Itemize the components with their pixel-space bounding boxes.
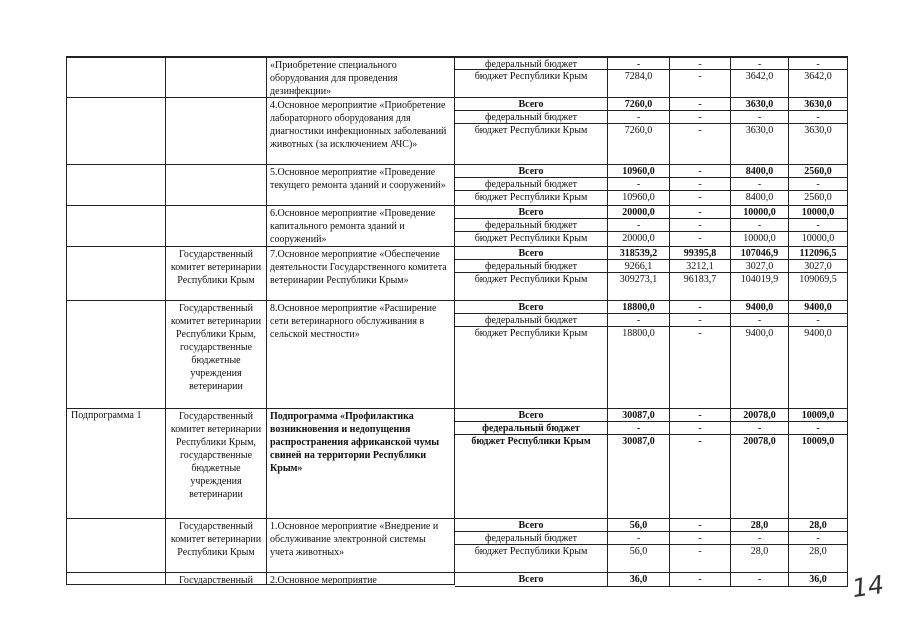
funding-line <box>455 519 848 532</box>
funding-source: федеральный бюджет <box>455 260 608 273</box>
amount-cell: - <box>731 111 789 124</box>
amount-cell: 3027,0 <box>731 260 789 273</box>
subprogram-cell <box>66 165 166 206</box>
amount-cell: 30087,0 <box>608 409 670 422</box>
activity-name-cell: 8.Основное мероприятие «Расширение сети ветеринарного обслуживания в сельской местности» <box>267 301 455 409</box>
amount-cell: - <box>608 111 670 124</box>
funding-line <box>455 573 848 587</box>
funding-line <box>455 70 848 98</box>
amount-cell: - <box>670 409 731 422</box>
table-row <box>66 301 848 409</box>
amount-cell: 2560,0 <box>789 165 848 178</box>
amount-cell: 28,0 <box>731 519 789 532</box>
amount-cell: 109069,5 <box>789 273 848 301</box>
funding-lines <box>455 409 848 519</box>
activity-name-cell: 7.Основное мероприятие «Обеспечение деятельности Государственного комитета ветеринарии Республики Крым» <box>267 247 455 301</box>
amount-cell: 9266,1 <box>608 260 670 273</box>
funding-source: бюджет Республики Крым <box>455 327 608 409</box>
amount-cell: - <box>608 532 670 545</box>
amount-cell: - <box>670 219 731 232</box>
funding-source: федеральный бюджет <box>455 57 608 70</box>
amount-cell: 3630,0 <box>731 98 789 111</box>
funding-lines <box>455 573 848 585</box>
amount-cell: - <box>670 519 731 532</box>
funding-source: Всего <box>455 409 608 422</box>
amount-cell: - <box>670 532 731 545</box>
amount-cell: 56,0 <box>608 519 670 532</box>
amount-cell: - <box>789 422 848 435</box>
funding-line <box>455 206 848 219</box>
funding-lines <box>455 519 848 573</box>
responsible-cell: Государственный комитет ветеринарии Республики Крым <box>166 519 267 573</box>
funding-source: Всего <box>455 165 608 178</box>
funding-source: бюджет Республики Крым <box>455 232 608 247</box>
subprogram-cell <box>66 247 166 301</box>
funding-source: Всего <box>455 573 608 587</box>
funding-source: Всего <box>455 301 608 314</box>
funding-source: бюджет Республики Крым <box>455 545 608 573</box>
table-row <box>66 57 848 98</box>
funding-line <box>455 409 848 422</box>
funding-source: бюджет Республики Крым <box>455 273 608 301</box>
funding-line <box>455 232 848 247</box>
funding-source: Всего <box>455 98 608 111</box>
amount-cell: 28,0 <box>731 545 789 573</box>
amount-cell: - <box>608 314 670 327</box>
funding-line <box>455 260 848 273</box>
amount-cell: 56,0 <box>608 545 670 573</box>
funding-source: бюджет Республики Крым <box>455 435 608 519</box>
table-row <box>66 165 848 206</box>
amount-cell: - <box>608 57 670 70</box>
amount-cell: 3630,0 <box>789 98 848 111</box>
amount-cell: - <box>670 301 731 314</box>
amount-cell: 20000,0 <box>608 232 670 247</box>
responsible-cell: Государственный комитет ветеринарии Республики Крым, государственные бюджетные учреждения ветеринарии <box>166 409 267 519</box>
funding-line <box>455 422 848 435</box>
amount-cell: 8400,0 <box>731 191 789 206</box>
subprogram-cell <box>66 206 166 247</box>
document-sheet <box>66 56 848 585</box>
funding-lines <box>455 57 848 98</box>
amount-cell: 7260,0 <box>608 124 670 165</box>
amount-cell: 9400,0 <box>731 327 789 409</box>
funding-line <box>455 327 848 409</box>
table-row <box>66 247 848 301</box>
amount-cell: 107046,9 <box>731 247 789 260</box>
amount-cell: - <box>731 57 789 70</box>
funding-source: Всего <box>455 519 608 532</box>
amount-cell: 10960,0 <box>608 165 670 178</box>
amount-cell: - <box>789 111 848 124</box>
funding-source: бюджет Республики Крым <box>455 191 608 206</box>
amount-cell: - <box>789 178 848 191</box>
amount-cell: - <box>670 165 731 178</box>
activity-name-cell: «Приобретение специального оборудования для проведения дезинфекции» <box>267 57 455 98</box>
amount-cell: - <box>731 532 789 545</box>
amount-cell: 10000,0 <box>731 232 789 247</box>
responsible-cell <box>166 98 267 165</box>
funding-line <box>455 273 848 301</box>
amount-cell: - <box>670 435 731 519</box>
amount-cell: 9400,0 <box>789 327 848 409</box>
amount-cell: - <box>731 219 789 232</box>
funding-line <box>455 545 848 573</box>
amount-cell: - <box>608 422 670 435</box>
amount-cell: - <box>731 573 789 587</box>
funding-source: федеральный бюджет <box>455 532 608 545</box>
amount-cell: - <box>608 178 670 191</box>
funding-source: федеральный бюджет <box>455 111 608 124</box>
funding-source: бюджет Республики Крым <box>455 124 608 165</box>
amount-cell: 3630,0 <box>789 124 848 165</box>
subprogram-cell <box>66 57 166 98</box>
amount-cell: 30087,0 <box>608 435 670 519</box>
responsible-cell <box>166 165 267 206</box>
amount-cell: - <box>731 314 789 327</box>
page-number: 14 <box>850 569 886 604</box>
activity-name-cell: 2.Основное мероприятие <box>267 573 455 585</box>
amount-cell: - <box>670 70 731 98</box>
amount-cell: - <box>670 232 731 247</box>
funding-lines <box>455 165 848 206</box>
activity-name-cell: 5.Основное мероприятие «Проведение текущего ремонта зданий и сооружений» <box>267 165 455 206</box>
amount-cell: - <box>670 111 731 124</box>
amount-cell: - <box>789 57 848 70</box>
funding-line <box>455 301 848 314</box>
amount-cell: - <box>670 327 731 409</box>
funding-source: бюджет Республики Крым <box>455 70 608 98</box>
amount-cell: 20078,0 <box>731 435 789 519</box>
amount-cell: 10009,0 <box>789 435 848 519</box>
table-row <box>66 573 848 585</box>
amount-cell: - <box>608 219 670 232</box>
amount-cell: 3630,0 <box>731 124 789 165</box>
amount-cell: 112096,5 <box>789 247 848 260</box>
funding-line <box>455 314 848 327</box>
amount-cell: 10000,0 <box>731 206 789 219</box>
amount-cell: - <box>731 422 789 435</box>
amount-cell: - <box>670 422 731 435</box>
amount-cell: 309273,1 <box>608 273 670 301</box>
funding-line <box>455 111 848 124</box>
funding-source: Всего <box>455 247 608 260</box>
activity-name-cell: 1.Основное мероприятие «Внедрение и обслуживание электронной системы учета животных» <box>267 519 455 573</box>
activity-name-cell: 6.Основное мероприятие «Проведение капитального ремонта зданий и сооружений» <box>267 206 455 247</box>
funding-line <box>455 532 848 545</box>
amount-cell: 28,0 <box>789 545 848 573</box>
amount-cell: 2560,0 <box>789 191 848 206</box>
activity-name-cell: Подпрограмма «Профилактика возникновения и недопущения распространения африканской чумы свиней на территории Республики Крым» <box>267 409 455 519</box>
funding-source: федеральный бюджет <box>455 422 608 435</box>
funding-source: федеральный бюджет <box>455 314 608 327</box>
amount-cell: 8400,0 <box>731 165 789 178</box>
amount-cell: 10000,0 <box>789 232 848 247</box>
amount-cell: 9400,0 <box>731 301 789 314</box>
funding-line <box>455 98 848 111</box>
amount-cell: 3027,0 <box>789 260 848 273</box>
responsible-cell: Государственный комитет ветеринарии Республики Крым, государственные бюджетные учреждения ветеринарии <box>166 301 267 409</box>
funding-line <box>455 247 848 260</box>
amount-cell: 96183,7 <box>670 273 731 301</box>
amount-cell: - <box>670 178 731 191</box>
amount-cell: 9400,0 <box>789 301 848 314</box>
subprogram-cell <box>66 519 166 573</box>
funding-line <box>455 165 848 178</box>
funding-source: федеральный бюджет <box>455 219 608 232</box>
amount-cell: - <box>789 219 848 232</box>
amount-cell: 3642,0 <box>789 70 848 98</box>
amount-cell: - <box>670 314 731 327</box>
amount-cell: - <box>731 178 789 191</box>
amount-cell: 36,0 <box>789 573 848 587</box>
responsible-cell: Государственный <box>166 573 267 585</box>
subprogram-cell <box>66 301 166 409</box>
amount-cell: 7284,0 <box>608 70 670 98</box>
funding-lines <box>455 301 848 409</box>
table-row <box>66 519 848 573</box>
amount-cell: 10960,0 <box>608 191 670 206</box>
amount-cell: 3212,1 <box>670 260 731 273</box>
funding-lines <box>455 98 848 165</box>
funding-table <box>66 56 848 585</box>
funding-line <box>455 57 848 70</box>
funding-line <box>455 191 848 206</box>
amount-cell: - <box>789 314 848 327</box>
table-row <box>66 206 848 247</box>
funding-lines <box>455 247 848 301</box>
amount-cell: - <box>789 532 848 545</box>
amount-cell: 20000,0 <box>608 206 670 219</box>
amount-cell: - <box>670 573 731 587</box>
responsible-cell <box>166 206 267 247</box>
subprogram-cell <box>66 573 166 585</box>
amount-cell: 318539,2 <box>608 247 670 260</box>
amount-cell: - <box>670 545 731 573</box>
funding-line <box>455 178 848 191</box>
amount-cell: 104019,9 <box>731 273 789 301</box>
amount-cell: 36,0 <box>608 573 670 587</box>
responsible-cell: Государственный комитет ветеринарии Республики Крым <box>166 247 267 301</box>
amount-cell: 7260,0 <box>608 98 670 111</box>
amount-cell: - <box>670 57 731 70</box>
funding-source: Всего <box>455 206 608 219</box>
amount-cell: 99395,8 <box>670 247 731 260</box>
amount-cell: - <box>670 124 731 165</box>
funding-line <box>455 435 848 519</box>
amount-cell: 20078,0 <box>731 409 789 422</box>
subprogram-cell: Подпрограмма 1 <box>66 409 166 519</box>
funding-line <box>455 219 848 232</box>
amount-cell: - <box>670 191 731 206</box>
funding-source: федеральный бюджет <box>455 178 608 191</box>
table-row <box>66 98 848 165</box>
subprogram-cell <box>66 98 166 165</box>
funding-line <box>455 124 848 165</box>
amount-cell: 18800,0 <box>608 327 670 409</box>
funding-lines <box>455 206 848 247</box>
amount-cell: - <box>670 98 731 111</box>
amount-cell: 10000,0 <box>789 206 848 219</box>
activity-name-cell: 4.Основное мероприятие «Приобретение лабораторного оборудования для диагностики инфекционных заболеваний животных (за исключением АЧС)» <box>267 98 455 165</box>
amount-cell: 10009,0 <box>789 409 848 422</box>
table-row <box>66 409 848 519</box>
amount-cell: 3642,0 <box>731 70 789 98</box>
responsible-cell <box>166 57 267 98</box>
amount-cell: 18800,0 <box>608 301 670 314</box>
amount-cell: - <box>670 206 731 219</box>
amount-cell: 28,0 <box>789 519 848 532</box>
